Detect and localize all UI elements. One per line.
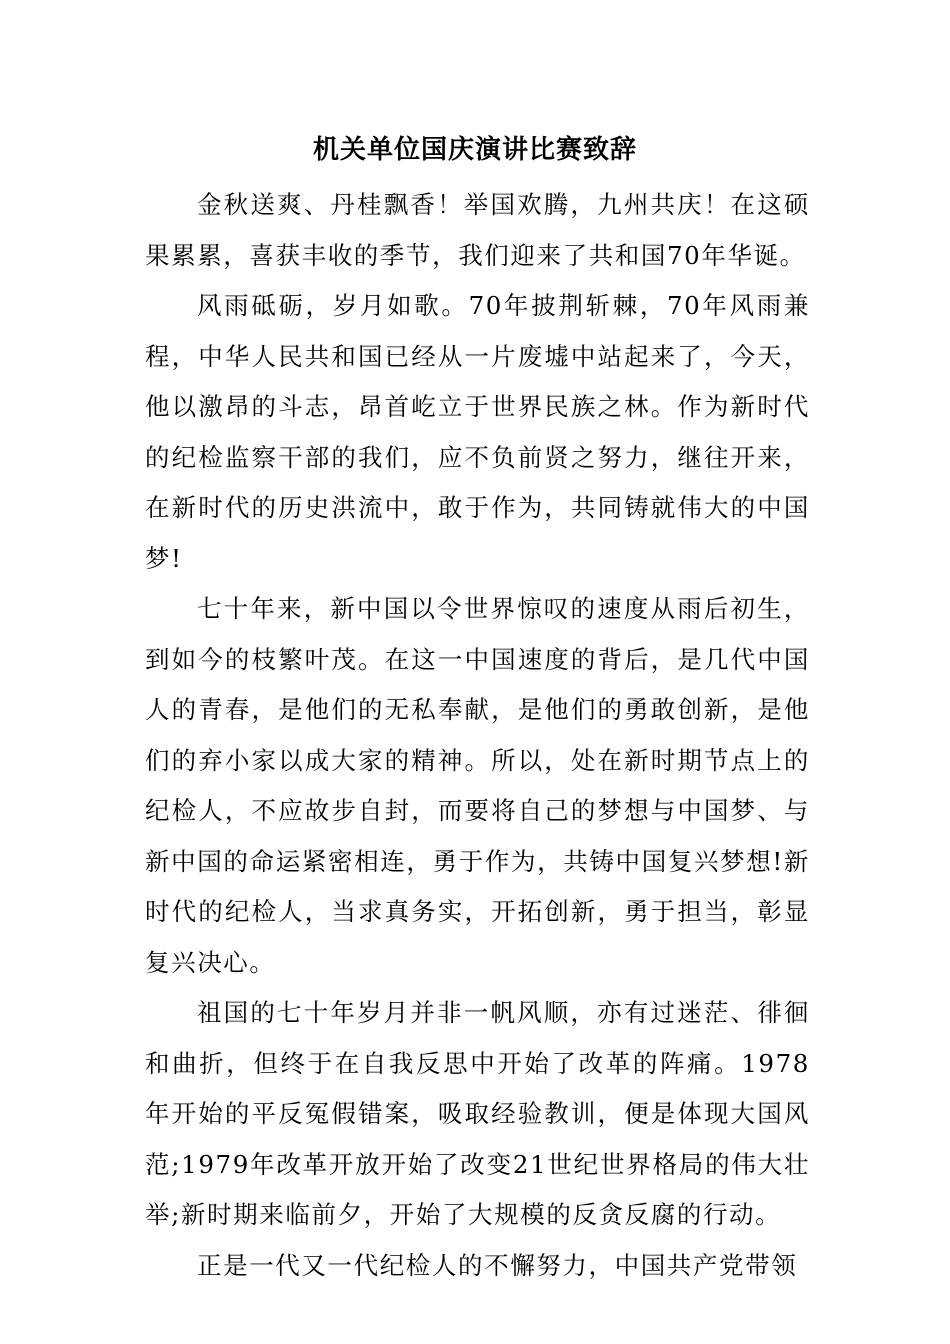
paragraph: 祖国的七十年岁月并非一帆风顺，亦有过迷茫、徘徊和曲折，但终于在自我反思中开始了改革的阵痛。1978年开始的平反冤假错案，吸取经验教训，便是体现大国风范;1979年改革开放开始了改变21世纪世界格局的伟大壮举;新时期来临前夕，开始了大规模的反贪反腐的行动。 <box>145 998 810 1229</box>
paragraph: 风雨砥砺，岁月如歌。70年披荆斩棘，70年风雨兼程，中华人民共和国已经从一片废墟中站起来了，今天，他以激昂的斗志，昂首屹立于世界民族之林。作为新时代的纪检监察干部的我们，应不负前贤之努力，继往开来，在新时代的历史洪流中，敢于作为，共同铸就伟大的中国梦! <box>145 291 810 573</box>
document-body <box>145 180 810 1291</box>
paragraph: 金秋送爽、丹桂飘香！举国欢腾，九州共庆！在这硕果累累，喜获丰收的季节，我们迎来了共和国70年华诞。 <box>145 190 810 270</box>
paragraph: 七十年来，新中国以令世界惊叹的速度从雨后初生，到如今的枝繁叶茂。在这一中国速度的背后，是几代中国人的青春，是他们的无私奉献，是他们的勇敢创新，是他们的弃小家以成大家的精神。所以，处在新时期节点上的纪检人，不应故步自封，而要将自己的梦想与中国梦、与新中国的命运紧密相连，勇于作为，共铸中国复兴梦想!新时代的纪检人，当求真务实，开拓创新，勇于担当，彰显复兴决心。 <box>145 594 810 977</box>
paragraph: 正是一代又一代纪检人的不懈努力，中国共产党带领 <box>197 1250 798 1280</box>
document-title: 机关单位国庆演讲比赛致辞 <box>312 135 637 165</box>
